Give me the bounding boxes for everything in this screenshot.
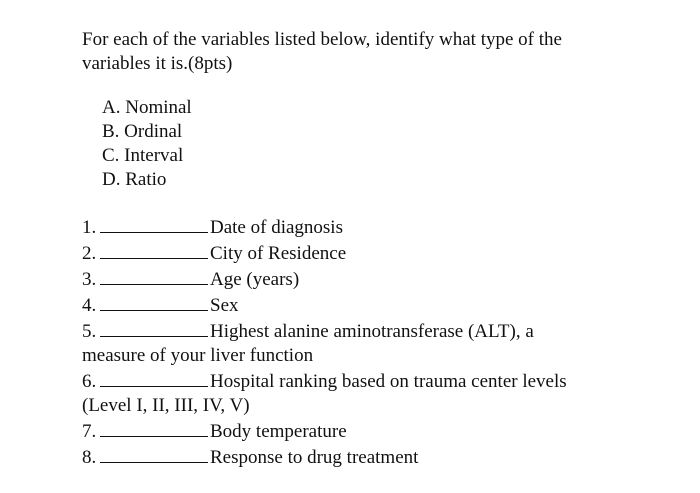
answer-blank (100, 266, 208, 285)
question-number: 8. (82, 447, 97, 468)
question-number: 3. (82, 269, 97, 290)
answer-blank (100, 318, 208, 337)
questions-list (82, 214, 642, 470)
answer-blank (100, 418, 208, 437)
question-text: Hospital ranking based on trauma center levels (210, 371, 567, 392)
question-8 (82, 444, 642, 470)
option-d: D. Ratio (102, 169, 167, 190)
question-text: Response to drug treatment (210, 447, 419, 468)
answer-blank (100, 240, 208, 259)
answer-blank (100, 292, 208, 311)
answer-blank (100, 214, 208, 233)
question-number: 5. (82, 321, 97, 342)
question-number: 4. (82, 295, 97, 316)
question-number: 1. (82, 217, 97, 238)
question-1 (82, 214, 642, 240)
question-text: City of Residence (210, 243, 347, 264)
question-5-continuation: measure of your liver function (82, 345, 314, 366)
question-text: Age (years) (210, 269, 300, 290)
question-number: 7. (82, 421, 97, 442)
question-4 (82, 292, 642, 318)
question-6 (82, 368, 642, 394)
question-number: 6. (82, 371, 97, 392)
question-document (82, 28, 642, 470)
question-7 (82, 418, 642, 444)
option-b: B. Ordinal (102, 121, 183, 142)
instructions-text: For each of the variables listed below, identify what type of the variables it is.(8pts) (82, 29, 562, 74)
answer-blank (100, 444, 208, 463)
option-c: C. Interval (102, 145, 184, 166)
option-a: A. Nominal (102, 97, 192, 118)
question-text: Highest alanine aminotransferase (ALT), a (210, 321, 534, 342)
question-text: Sex (210, 295, 239, 316)
answer-options-list (102, 96, 642, 192)
question-5 (82, 318, 642, 344)
answer-blank (100, 368, 208, 387)
question-text: Date of diagnosis (210, 217, 343, 238)
question-number: 2. (82, 243, 97, 264)
question-2 (82, 240, 642, 266)
question-3 (82, 266, 642, 292)
question-text: Body temperature (210, 421, 347, 442)
question-6-continuation: (Level I, II, III, IV, V) (82, 395, 250, 416)
